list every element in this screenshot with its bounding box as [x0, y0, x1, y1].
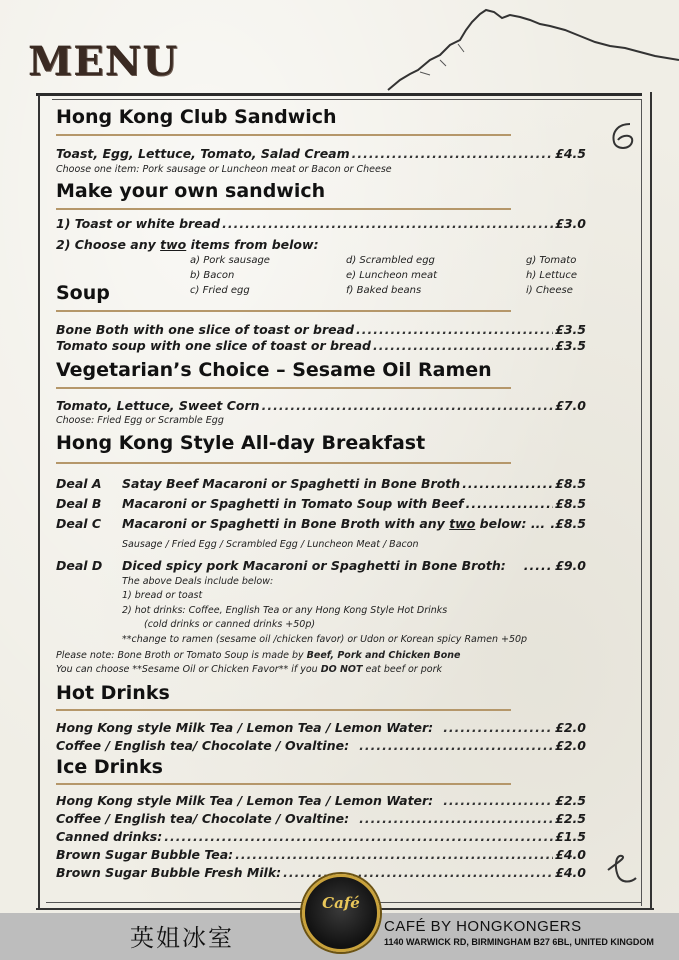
option-item: b) Bacon [190, 270, 235, 281]
step2-suffix: items from below: [186, 237, 319, 252]
frame-right [650, 92, 652, 910]
heading-make-sandwich: Make your own sandwich [56, 180, 326, 202]
option-item: e) Luncheon meat [346, 270, 438, 281]
item-text: Brown Sugar Bubble Tea: [56, 847, 234, 862]
item-text: Toast, Egg, Lettuce, Tomato, Salad Cream [56, 146, 350, 161]
deal-d [56, 558, 586, 573]
deal-text: Satay Beef Macaroni or Spaghetti in Bone Broth [122, 476, 461, 491]
hot-drink-item [56, 720, 586, 735]
rule-ice [56, 783, 511, 785]
deal-c-prefix: Macaroni or Spaghetti in Bone Broth with any [122, 516, 450, 531]
ice-drink-item [56, 865, 586, 880]
soup-item [56, 338, 586, 353]
include-1: 1) bread or toast [122, 590, 203, 601]
leader-dots [359, 738, 553, 753]
make-step-1 [56, 216, 586, 231]
deal-key: Deal C [56, 516, 102, 531]
deal-c-suffix: below: ... [475, 516, 546, 531]
leader-dots [262, 398, 554, 413]
rule-breakfast [56, 462, 511, 464]
frame-top [36, 93, 642, 96]
include-2b: (cold drinks or canned drinks +50p) [144, 619, 316, 630]
cafe-logo-text: Café [322, 894, 360, 912]
item-price: £4.0 [555, 865, 586, 880]
leader-dots [359, 811, 553, 826]
rule-soup [56, 310, 511, 312]
ice-drink-item [56, 847, 586, 862]
leader-dots [373, 338, 553, 353]
chinese-cafe-name: 英姐冰室 [130, 924, 234, 952]
ice-drink-item [56, 829, 586, 844]
option-item: c) Fried egg [190, 285, 250, 296]
heading-hot-drinks: Hot Drinks [56, 682, 170, 704]
item-text: Bone Both with one slice of toast or bread [56, 322, 355, 337]
deal-text [122, 516, 545, 531]
deal-price: .£8.5 [550, 516, 586, 531]
broth-note-bold: Beef, Pork and Chicken Bone [306, 650, 461, 661]
item-price: £1.5 [555, 829, 586, 844]
heading-ice-drinks: Ice Drinks [56, 756, 163, 778]
deal-c [56, 516, 586, 531]
deal-c-underlined: two [449, 516, 476, 531]
leader-dots [235, 847, 553, 862]
choice-note-text: You can choose **Sesame Oil or Chicken Favor** if you [56, 664, 321, 675]
heading-soup: Soup [56, 282, 110, 304]
item-price: £2.5 [555, 793, 586, 808]
club-note: Choose one item: Pork sausage or Luncheon meat or Bacon or Cheese [56, 164, 392, 175]
rule-club [56, 134, 511, 136]
heading-breakfast: Hong Kong Style All-day Breakfast [56, 432, 426, 454]
item-price: £3.0 [555, 216, 586, 231]
leader-dots [466, 496, 554, 511]
include-2: 2) hot drinks: Coffee, English Tea or any Hong Kong Style Hot Drinks [122, 605, 448, 616]
veg-item [56, 398, 586, 413]
item-text: Coffee / English tea/ Chocolate / Ovaltine: [56, 738, 350, 753]
item-text: Coffee / English tea/ Chocolate / Ovaltine: [56, 811, 350, 826]
item-price: £3.5 [555, 338, 586, 353]
deal-key: Deal D [56, 558, 103, 573]
item-text: 1) Toast or white bread [56, 216, 221, 231]
broth-note [56, 650, 461, 661]
broth-note-text: Please note: Bone Broth or Tomato Soup is made by [56, 650, 307, 661]
deal-b [56, 496, 586, 511]
item-price: £4.0 [555, 847, 586, 862]
cafe-address: 1140 WARWICK RD, BIRMINGHAM B27 6BL, UNITED KINGDOM [384, 937, 654, 947]
step2-underlined: two [160, 237, 187, 252]
item-text: Tomato soup with one slice of toast or bread [56, 338, 371, 353]
heading-vegetarian: Vegetarian’s Choice – Sesame Oil Ramen [56, 359, 492, 381]
mountain-sketch-icon [380, 0, 679, 95]
choice-note [56, 664, 442, 675]
item-price: £3.5 [555, 322, 586, 337]
include-title: The above Deals include below: [122, 576, 274, 587]
veg-note: Choose: Fried Egg or Scramble Egg [56, 415, 224, 426]
option-item: a) Pork sausage [190, 255, 270, 266]
club-sandwich-item [56, 146, 586, 161]
option-item: d) Scrambled egg [346, 255, 435, 266]
deal-text: Macaroni or Spaghetti in Tomato Soup with Beef [122, 496, 464, 511]
swirl-top-icon [606, 120, 638, 152]
rule-make [56, 208, 511, 210]
step2-prefix: 2) Choose any [56, 237, 161, 252]
make-step-2 [56, 237, 319, 252]
deal-key: Deal B [56, 496, 102, 511]
leader-dots [164, 829, 553, 844]
frame-top-inner [52, 99, 642, 100]
ice-drink-item [56, 811, 586, 826]
deal-key: Deal A [56, 476, 102, 491]
item-text: Hong Kong style Milk Tea / Lemon Tea / Lemon Water: [56, 793, 434, 808]
leader-dots [352, 146, 554, 161]
ice-drink-item [56, 793, 586, 808]
option-item: i) Cheese [526, 285, 573, 296]
leader-dots [222, 216, 553, 231]
deal-price: £8.5 [555, 476, 586, 491]
leader-dots [524, 558, 553, 573]
option-item: g) Tomato [526, 255, 577, 266]
frame-left [38, 94, 40, 910]
swirl-bottom-icon [604, 852, 638, 886]
item-text: Tomato, Lettuce, Sweet Corn [56, 398, 260, 413]
item-price: £2.0 [555, 738, 586, 753]
item-price: £7.0 [555, 398, 586, 413]
item-price: £4.5 [555, 146, 586, 161]
leader-dots [462, 476, 553, 491]
leader-dots [443, 720, 553, 735]
heading-club-sandwich: Hong Kong Club Sandwich [56, 106, 337, 128]
item-text: Brown Sugar Bubble Fresh Milk: [56, 865, 282, 880]
rule-veg [56, 387, 511, 389]
item-text: Canned drinks: [56, 829, 163, 844]
choice-note-bold: DO NOT [320, 664, 363, 675]
menu-title: MENU [28, 38, 179, 85]
item-price: £2.0 [555, 720, 586, 735]
frame-right-inner [641, 100, 642, 906]
deal-price: £9.0 [555, 558, 586, 573]
deal-c-note: Sausage / Fried Egg / Scrambled Egg / Luncheon Meat / Bacon [122, 539, 419, 550]
choice-note-suffix: eat beef or pork [362, 664, 442, 675]
leader-dots [443, 793, 553, 808]
deal-price: £8.5 [555, 496, 586, 511]
option-item: f) Baked beans [346, 285, 422, 296]
item-price: £2.5 [555, 811, 586, 826]
cafe-name: CAFÉ BY HONGKONGERS [384, 918, 582, 935]
cafe-logo-icon [302, 874, 380, 952]
deal-a [56, 476, 586, 491]
item-text: Hong Kong style Milk Tea / Lemon Tea / Lemon Water: [56, 720, 434, 735]
hot-drink-item [56, 738, 586, 753]
rule-hot [56, 709, 511, 711]
deal-text: Diced spicy pork Macaroni or Spaghetti in Bone Broth: [122, 558, 506, 573]
soup-item [56, 322, 586, 337]
include-3: **change to ramen (sesame oil /chicken favor) or Udon or Korean spicy Ramen +50p [122, 634, 528, 645]
leader-dots [356, 322, 553, 337]
option-item: h) Lettuce [526, 270, 577, 281]
